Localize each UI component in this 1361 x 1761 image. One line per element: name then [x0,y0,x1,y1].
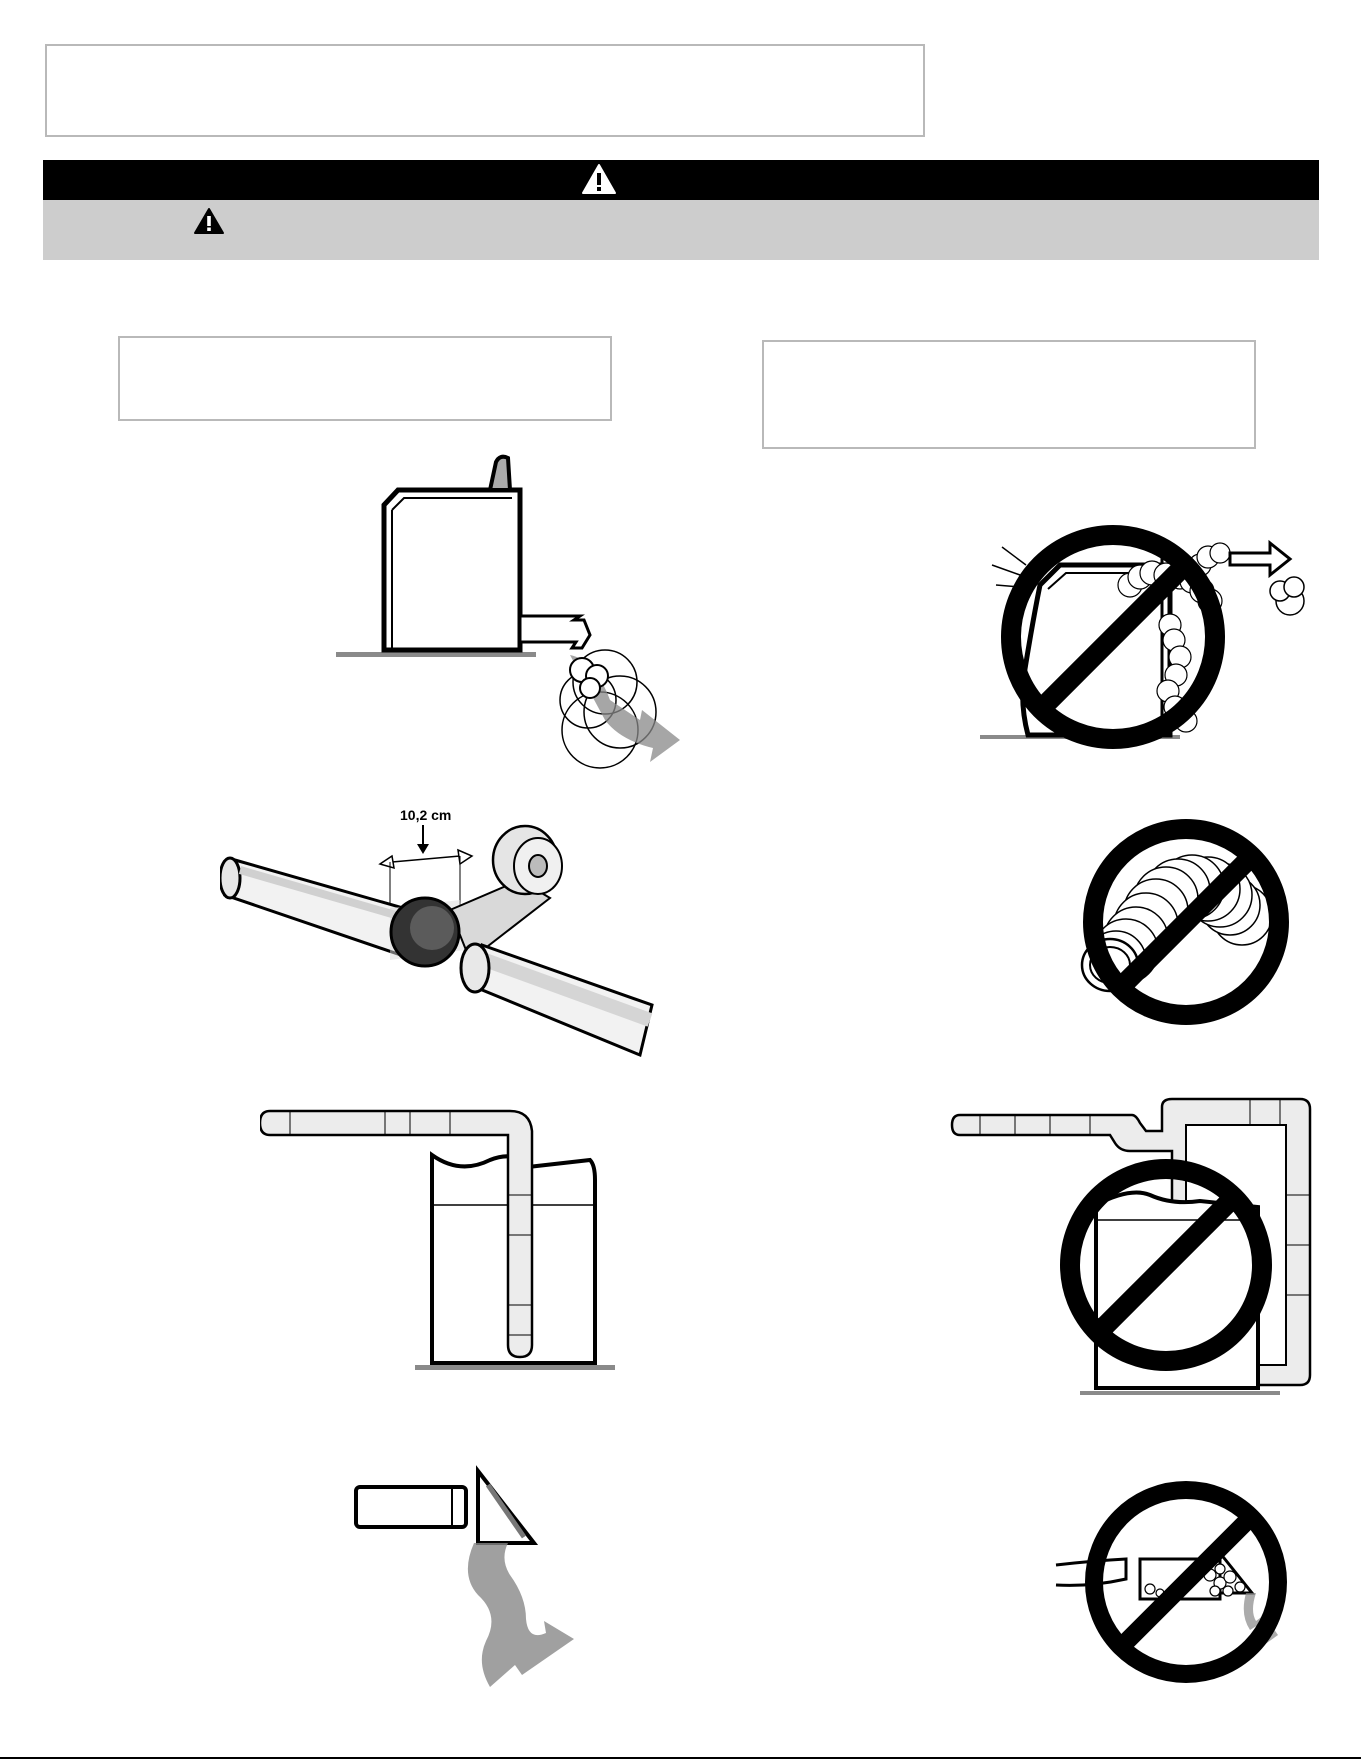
prohibition-circle-icon [1094,1490,1278,1674]
floor-line [336,652,536,657]
clogged-hood-prohibited-figure [1050,1475,1310,1690]
warning-triangle-icon [581,163,617,195]
warning-header-bar [43,160,1319,200]
taped-duct-joint-figure [220,800,670,1070]
duct-around-dryer-prohibited-figure [950,1095,1320,1410]
top-title-frame [45,44,925,137]
floor-line [1080,1391,1280,1395]
footer-rule [0,1757,1361,1759]
tape-dimension-label: 10,2 cm [400,807,452,823]
warning-triangle-icon [193,207,225,235]
coiled-duct-prohibited-figure [1070,815,1295,1030]
exhaust-hood-figure [350,1465,630,1705]
floor-line [415,1365,615,1370]
straight-duct-figure [260,1105,640,1385]
left-column-heading-frame [118,336,612,421]
dryer-good-airflow-figure [320,450,700,770]
right-column-heading-frame [762,340,1256,449]
crushed-duct-prohibited-figure [980,525,1325,755]
warning-body-bar [43,200,1319,260]
